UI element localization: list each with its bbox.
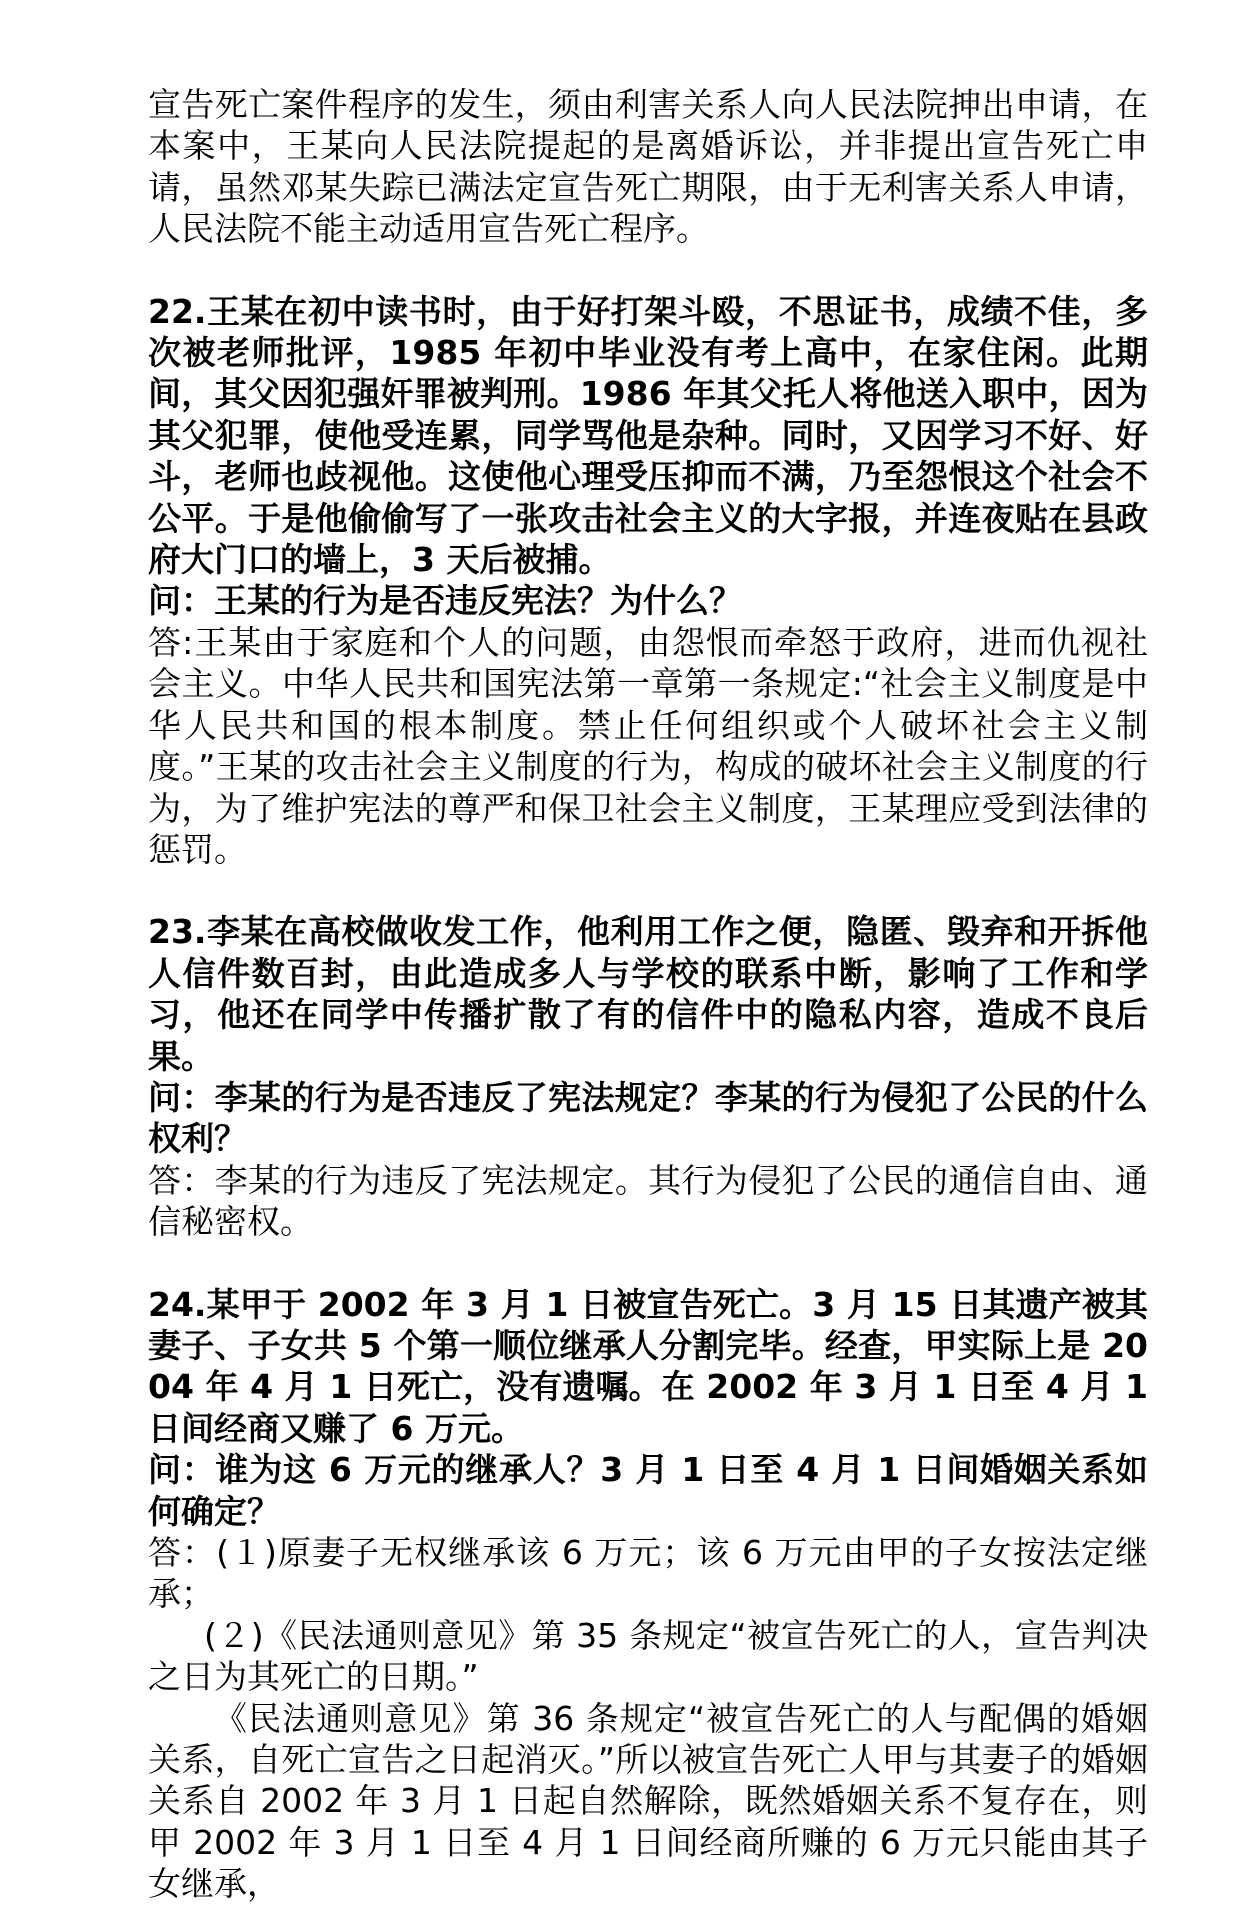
paragraph-gap: [148, 250, 1148, 291]
case-22-answer: 答:王某由于家庭和个人的问题，由怨恨而牵怒于政府，进而仇视社会主义。中华人民共和国宪法第一章第一条规定:“社会主义制度是中华人民共和国的根本制度。禁止任何组织或个人破坏社会主义制度。”王某的攻击社会主义制度的行为，构成的破坏社会主义制度的行为，为了维护宪法的尊严和保卫社会主义制度，王某理应受到法律的惩罚。: [148, 622, 1148, 869]
case-24-question: 问：谁为这 6 万元的继承人？3 月 1 日至 4 月 1 日间婚姻关系如何确定？: [148, 1450, 1148, 1531]
intro-paragraph: 宣告死亡案件程序的发生，须由利害关系人向人民法院抻出申请，在本案中，王某向人民法院提起的是离婚诉讼，并非提出宣告死亡申请，虽然邓某失踪已满法定宣告死亡期限，由于无利害关系人申请，人民法院不能主动适用宣告死亡程序。: [148, 85, 1148, 249]
case-22-question: 问：王某的行为是否违反宪法？为什么？: [148, 581, 742, 621]
case-22-text: 22.王某在初中读书时，由于好打架斗殴，不思证书，成绩不佳，多次被老师批评，1985 年初中毕业没有考上高中，在家住闲。此期间，其父因犯强奸罪被判刑。1986 年其父托人将他送入职中，因为其父犯罪，使他受连累，同学骂他是杂种。同时，又因学习不好、好斗，老师也歧视他。这使他心理受压抑而不满，乃至怨恨这个社会不公平。于是他偷偷写了一张攻击社会主义的大字报，并连夜贴在县政府大门口的墙上，3 天后被捕。: [148, 291, 1148, 580]
paragraph-gap: [148, 1243, 1148, 1284]
case-24-answer-1: 答：(１)原妻子无权继承该 6 万元；该 6 万元由甲的子女按法定继承；: [148, 1533, 1148, 1614]
case-23-question: 问：李某的行为是否违反了宪法规定？李某的行为侵犯了公民的什么权利？: [148, 1077, 1148, 1159]
case-23-answer: 答：李某的行为违反了宪法规定。其行为侵犯了公民的通信自由、通信秘密权。: [148, 1160, 1148, 1242]
paragraph-gap: [148, 870, 1148, 911]
case-23-text: 23.李某在高校做收发工作，他利用工作之便，隐匿、毁弃和开拆他人信件数百封，由此造成多人与学校的联系中断，影响了工作和学习，他还在同学中传播扩散了有的信件中的隐私内容，造成不良后果。: [148, 912, 1148, 1076]
document-page: [148, 84, 1148, 1905]
case-24-answer-3: 《民法通则意见》第 36 条规定“被宣告死亡的人与配偶的婚姻关系，自死亡宣告之日起消灭。”所以被宣告死亡人甲与其妻子的婚姻关系自 2002 年 3 月 1 日起自然解除，既然婚姻关系不复存在，则甲 2002 年 3 月 1 日至 4 月 1 日间经商所赚的 6 万元只能由其子女继承，: [148, 1698, 1148, 1904]
case-24-text: 24.某甲于 2002 年 3 月 1 日被宣告死亡。3 月 15 日其遗产被其妻子、子女共 5 个第一顺位继承人分割完毕。经查，甲实际上是 2004 年 4 月 1 日死亡，没有遗嘱。在 2002 年 3 月 1 日至 4 月 1 日间经商又赚了 6 万元。: [148, 1284, 1148, 1448]
case-24-answer-2: (２)《民法通则意见》第 35 条规定“被宣告死亡的人，宣告判决之日为其死亡的日期。”: [148, 1615, 1148, 1697]
